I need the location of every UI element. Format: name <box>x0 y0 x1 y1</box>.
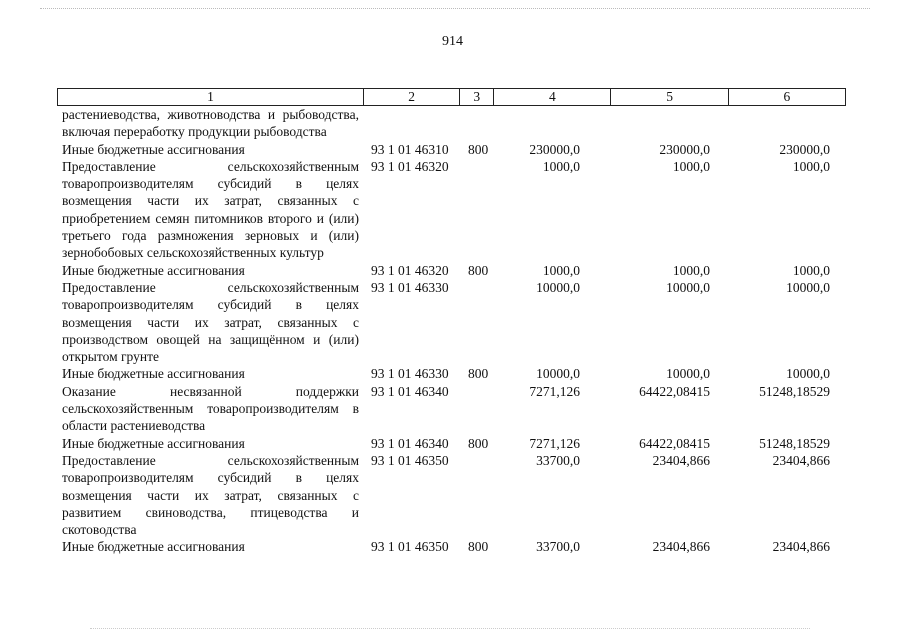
column-header-3: 3 <box>460 89 494 106</box>
row-description: Иные бюджетные ассигнования <box>62 539 245 555</box>
row-description: Предоставление сельскохозяйственным товаропроизводителям субсидий в целях возмещения части их затрат, связанных с развитием свиноводства, птицеводства и скотоводства <box>62 452 359 538</box>
row-amount-5: 23404,866 <box>652 452 710 468</box>
row-amount-4: 7271,126 <box>529 435 580 451</box>
row-description: Иные бюджетные ассигнования <box>62 141 245 157</box>
row-amount-5: 10000,0 <box>666 279 710 295</box>
row-amount-6: 1000,0 <box>792 158 830 174</box>
scan-artifact-bottom <box>90 628 810 630</box>
row-description: растениеводства, животноводства и рыбоводства, включая переработку продукции рыбоводства <box>62 107 359 140</box>
row-code: 93 1 01 46340 <box>371 383 449 399</box>
row-code: 93 1 01 46330 <box>371 366 449 382</box>
table-row <box>0 435 905 452</box>
row-amount-4: 1000,0 <box>542 262 580 278</box>
table-row <box>0 538 905 555</box>
table-row <box>0 279 905 365</box>
row-amount-4: 10000,0 <box>536 279 580 295</box>
row-amount-6: 23404,866 <box>772 452 830 468</box>
row-amount-4: 10000,0 <box>536 366 580 382</box>
row-amount-5: 1000,0 <box>672 262 710 278</box>
row-description: Иные бюджетные ассигнования <box>62 366 245 382</box>
row-code: 93 1 01 46320 <box>371 158 449 174</box>
row-type: 800 <box>468 435 489 451</box>
row-code: 93 1 01 46330 <box>371 279 449 295</box>
row-description: Оказание несвязанной поддержки сельскохозяйственным товаропроизводителям в области растениеводства <box>62 383 359 434</box>
table-row <box>0 262 905 279</box>
row-amount-4: 33700,0 <box>536 452 580 468</box>
row-amount-5: 230000,0 <box>659 141 710 157</box>
row-amount-6: 230000,0 <box>779 141 830 157</box>
column-header-5: 5 <box>611 89 728 106</box>
row-amount-4: 1000,0 <box>542 158 580 174</box>
table-row <box>0 141 905 158</box>
row-code: 93 1 01 46340 <box>371 435 449 451</box>
row-amount-6: 10000,0 <box>786 279 830 295</box>
row-amount-4: 7271,126 <box>529 383 580 399</box>
row-description: Иные бюджетные ассигнования <box>62 435 245 451</box>
column-header-4: 4 <box>494 89 611 106</box>
row-amount-6: 23404,866 <box>772 539 830 555</box>
row-code: 93 1 01 46350 <box>371 539 449 555</box>
column-header-table <box>57 88 846 106</box>
table-row <box>0 383 905 435</box>
column-header-row <box>58 89 846 106</box>
row-description: Иные бюджетные ассигнования <box>62 262 245 278</box>
row-amount-5: 64422,08415 <box>639 383 710 399</box>
column-header-1: 1 <box>58 89 364 106</box>
row-amount-5: 23404,866 <box>652 539 710 555</box>
row-type: 800 <box>468 141 489 157</box>
column-header-2: 2 <box>363 89 459 106</box>
row-amount-6: 51248,18529 <box>759 435 830 451</box>
scan-artifact-top <box>40 8 870 10</box>
budget-rows <box>0 106 905 556</box>
row-code: 93 1 01 46320 <box>371 262 449 278</box>
table-row <box>0 106 905 141</box>
page-number: 914 <box>442 34 463 49</box>
row-type: 800 <box>468 366 489 382</box>
row-description: Предоставление сельскохозяйственным товаропроизводителям субсидий в целях возмещения части их затрат, связанных с приобретением семян питомников второго и (или) третьего года размножения зерновых и (или) зернобобовых сельскохозяйственных культур <box>62 158 359 261</box>
table-row <box>0 365 905 382</box>
row-type: 800 <box>468 262 489 278</box>
row-amount-5: 1000,0 <box>672 158 710 174</box>
row-amount-6: 10000,0 <box>786 366 830 382</box>
table-row <box>0 452 905 538</box>
row-type: 800 <box>468 539 489 555</box>
table-row <box>0 158 905 262</box>
row-amount-6: 1000,0 <box>792 262 830 278</box>
row-amount-4: 33700,0 <box>536 539 580 555</box>
row-code: 93 1 01 46310 <box>371 141 449 157</box>
row-amount-6: 51248,18529 <box>759 383 830 399</box>
row-amount-5: 64422,08415 <box>639 435 710 451</box>
row-amount-4: 230000,0 <box>529 141 580 157</box>
row-amount-5: 10000,0 <box>666 366 710 382</box>
row-code: 93 1 01 46350 <box>371 452 449 468</box>
row-description: Предоставление сельскохозяйственным товаропроизводителям субсидий в целях возмещения части их затрат, связанных с производством овощей на защищённом и (или) открытом грунте <box>62 279 359 365</box>
column-header-6: 6 <box>728 89 845 106</box>
